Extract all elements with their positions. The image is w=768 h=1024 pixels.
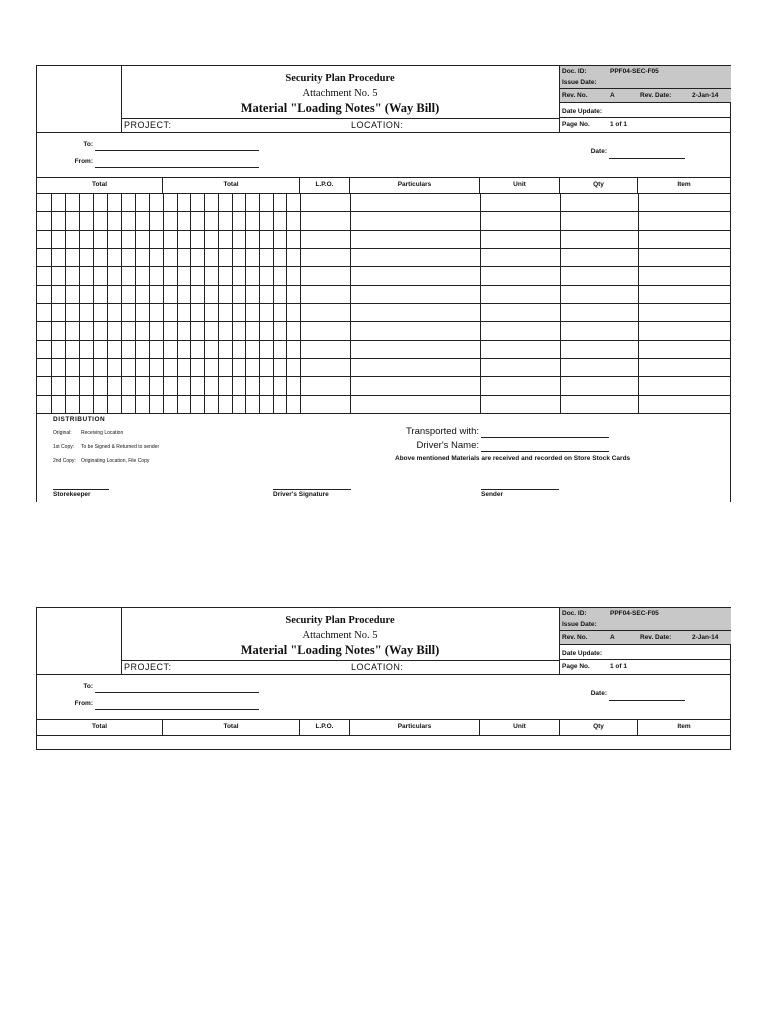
col-particulars: Particulars xyxy=(350,719,480,735)
copy1-value: To be Signed & Returned to sender xyxy=(81,444,160,450)
rev-no-label: Rev. No. xyxy=(562,634,588,641)
grid-column-line xyxy=(286,193,287,413)
to-from-section xyxy=(37,132,730,178)
grid-row-line xyxy=(37,285,730,286)
col-total-2: Total xyxy=(163,177,300,193)
col-lpo: L.P.O. xyxy=(300,177,350,193)
attachment-title: Attachment No. 5 xyxy=(302,630,378,641)
grid-row-line xyxy=(37,303,730,304)
meta-divider xyxy=(560,88,731,89)
grid-row-line xyxy=(37,340,730,341)
procedure-title: Security Plan Procedure xyxy=(285,615,395,626)
date-label: Date: xyxy=(590,690,607,697)
grid-column-line xyxy=(93,193,94,413)
from-field[interactable] xyxy=(95,709,259,710)
distribution-heading: DISTRIBUTION xyxy=(53,416,106,423)
from-field[interactable] xyxy=(95,167,259,168)
distribution-copy1 xyxy=(53,444,160,450)
form-header xyxy=(37,608,730,675)
items-grid[interactable] xyxy=(37,193,730,414)
rev-no-value: A xyxy=(610,634,615,641)
page-no-label: Page No. xyxy=(562,121,590,128)
doc-id-label: Doc. ID: xyxy=(562,68,587,75)
meta-divider xyxy=(560,630,731,631)
sender-signature[interactable]: Sender xyxy=(481,489,559,498)
grid-column-line xyxy=(638,193,639,413)
items-row[interactable] xyxy=(37,735,730,750)
grid-column-line xyxy=(51,193,52,413)
grid-column-line xyxy=(107,193,108,413)
title-block xyxy=(122,608,558,660)
to-field[interactable] xyxy=(95,150,259,151)
page-no-value: 1 of 1 xyxy=(610,663,627,670)
original-label: Original: xyxy=(53,430,72,436)
form-title: Material "Loading Notes" (Way Bill) xyxy=(240,643,440,657)
project-location-row xyxy=(122,660,559,675)
meta-divider xyxy=(560,117,731,118)
stock-card-note: Above mentioned Materials are received and recorded on Store Stock Cards xyxy=(395,455,631,462)
driver-signature[interactable]: Driver's Signature xyxy=(273,489,351,498)
grid-row-line xyxy=(37,248,730,249)
col-item: Item xyxy=(677,181,691,188)
grid-column-line xyxy=(480,193,481,413)
grid-column-line xyxy=(350,193,351,413)
drivers-name-field[interactable] xyxy=(481,451,609,452)
rev-no-label: Rev. No. xyxy=(562,92,588,99)
table-header xyxy=(37,177,730,194)
to-label: To: xyxy=(83,683,93,690)
col-unit: Unit xyxy=(480,177,560,193)
grid-column-line xyxy=(218,193,219,413)
distribution-copy2 xyxy=(53,458,150,464)
col-item: Item xyxy=(677,723,691,730)
issue-date-label: Issue Date: xyxy=(562,621,597,628)
col-total-1: Total xyxy=(37,177,163,193)
to-label: To: xyxy=(83,141,93,148)
date-update-label: Date Update: xyxy=(562,108,603,115)
location-label: LOCATION: xyxy=(351,120,404,130)
grid-row-line xyxy=(37,230,730,231)
grid-column-line xyxy=(177,193,178,413)
date-field[interactable] xyxy=(609,700,685,701)
rev-date-value: 2-Jan-14 xyxy=(692,92,719,99)
drivers-name-label: Driver's Name: xyxy=(416,440,479,451)
rev-no-value: A xyxy=(610,92,615,99)
logo-cell xyxy=(37,66,122,132)
grid-column-line xyxy=(149,193,150,413)
doc-id-value: PPF04-SEC-F05 xyxy=(610,68,659,75)
from-label: From: xyxy=(74,158,93,165)
doc-id-value: PPF04-SEC-F05 xyxy=(610,610,659,617)
project-label: PROJECT: xyxy=(124,120,172,130)
doc-id-label: Doc. ID: xyxy=(562,610,587,617)
issue-date-label: Issue Date: xyxy=(562,79,597,86)
col-qty: Qty xyxy=(560,719,638,735)
project-label: PROJECT: xyxy=(124,662,172,672)
date-label: Date: xyxy=(590,148,607,155)
storekeeper-signature[interactable]: Storekeeper xyxy=(53,489,109,498)
grid-row-line xyxy=(37,321,730,322)
waybill-form-2 xyxy=(36,607,731,750)
original-value: Receiving Location xyxy=(81,430,124,436)
grid-column-line xyxy=(190,193,191,413)
grid-column-line xyxy=(245,193,246,413)
to-field[interactable] xyxy=(95,692,259,693)
col-qty: Qty xyxy=(560,177,638,193)
grid-column-line xyxy=(232,193,233,413)
grid-row-line xyxy=(37,358,730,359)
location-label: LOCATION: xyxy=(351,662,404,672)
date-field[interactable] xyxy=(609,158,685,159)
col-total-1: Total xyxy=(37,719,163,735)
col-unit: Unit xyxy=(480,719,560,735)
copy2-label: 2nd Copy: xyxy=(53,458,76,464)
grid-row-line xyxy=(37,376,730,377)
project-location-row xyxy=(122,118,559,133)
page-no-value: 1 of 1 xyxy=(610,121,627,128)
page-no-label: Page No. xyxy=(562,663,590,670)
from-label: From: xyxy=(74,700,93,707)
grid-row-line xyxy=(37,395,730,396)
grid-row-line xyxy=(37,211,730,212)
grid-column-line xyxy=(204,193,205,413)
copy2-value: Originating Location, File Copy xyxy=(81,458,150,464)
col-particulars: Particulars xyxy=(350,177,480,193)
grid-column-line xyxy=(121,193,122,413)
grid-column-line xyxy=(273,193,274,413)
grid-column-line xyxy=(65,193,66,413)
form-title: Material "Loading Notes" (Way Bill) xyxy=(240,101,440,115)
procedure-title: Security Plan Procedure xyxy=(285,73,395,84)
document-meta xyxy=(559,66,731,132)
logo-cell xyxy=(37,608,122,674)
date-update-label: Date Update: xyxy=(562,650,603,657)
form-header xyxy=(37,66,730,133)
grid-column-line xyxy=(560,193,561,413)
grid-column-line xyxy=(259,193,260,413)
title-block xyxy=(122,66,558,118)
transported-with-label: Transported with: xyxy=(405,426,479,437)
grid-column-line xyxy=(79,193,80,413)
col-total-2: Total xyxy=(163,719,300,735)
grid-column-line xyxy=(300,193,301,413)
transported-with-field[interactable] xyxy=(481,437,609,438)
rev-date-value: 2-Jan-14 xyxy=(692,634,719,641)
grid-column-line xyxy=(135,193,136,413)
to-from-section xyxy=(37,674,730,720)
copy1-label: 1st Copy: xyxy=(53,444,75,450)
distribution-original xyxy=(53,430,124,436)
table-header xyxy=(37,719,730,736)
attachment-title: Attachment No. 5 xyxy=(302,88,378,99)
rev-date-label: Rev. Date: xyxy=(640,634,672,641)
meta-divider xyxy=(560,659,731,660)
grid-column-line xyxy=(163,193,164,413)
form-footer xyxy=(37,413,730,503)
grid-row-line xyxy=(37,266,730,267)
col-lpo: L.P.O. xyxy=(300,719,350,735)
document-meta xyxy=(559,608,731,674)
waybill-form-1 xyxy=(36,65,731,502)
rev-date-label: Rev. Date: xyxy=(640,92,672,99)
